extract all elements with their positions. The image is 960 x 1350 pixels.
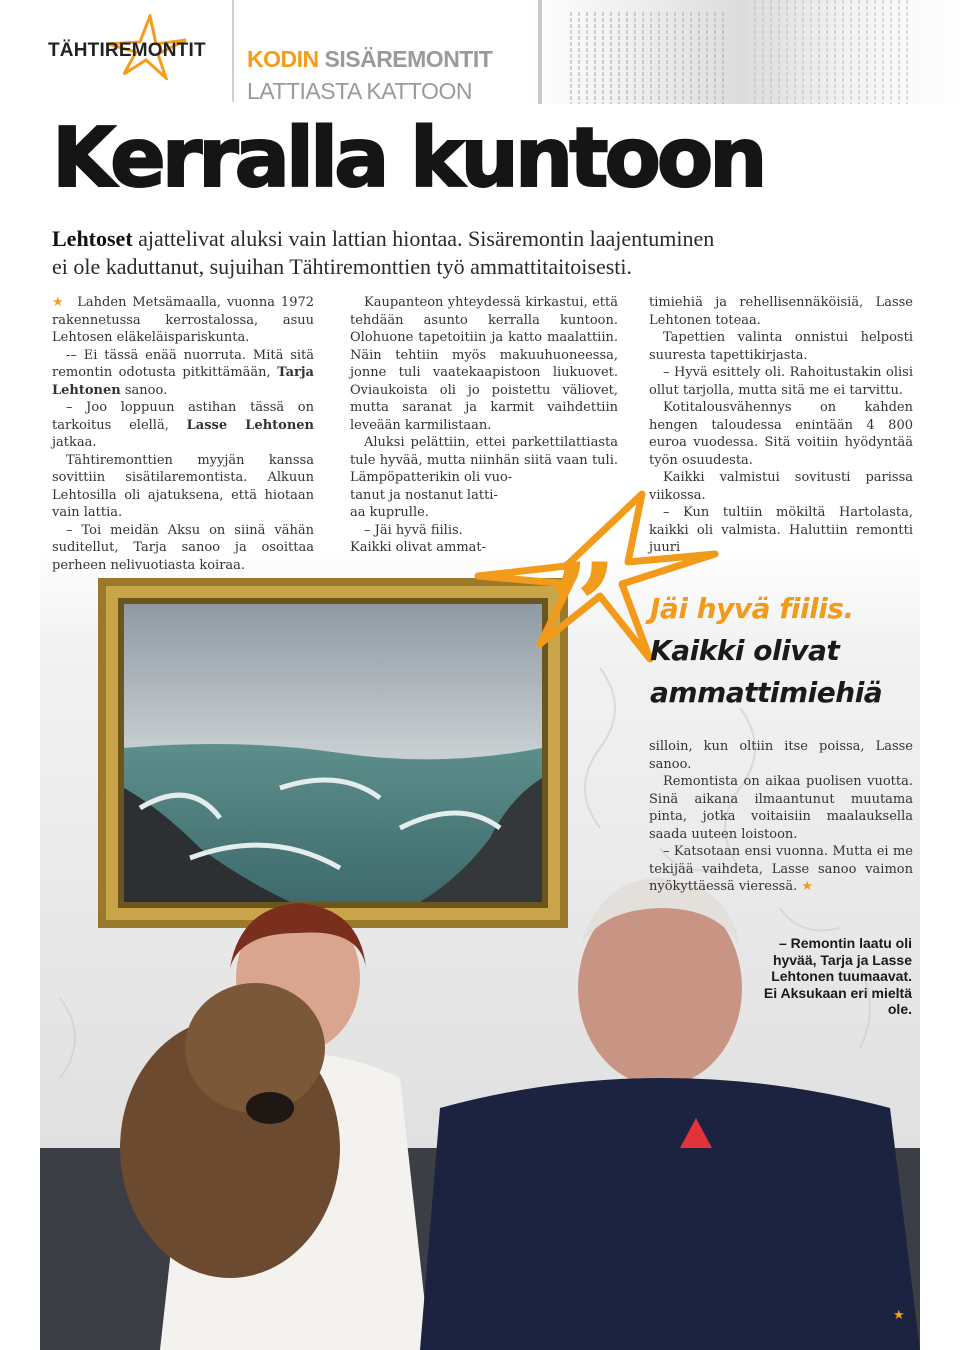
pull-quote [650, 588, 930, 714]
paragraph-text: Aluksi pelättiin, ettei parkettilattiasta tule hyvää, mutta niinhän siitä vaan tuli. Lämpöpatterikin oli vuo- [350, 435, 618, 485]
paragraph: – Kun tultiin mökiltä Hartolasta, kaikki oli valmista. Haluttiin remontti juuri [649, 505, 913, 555]
article-column-4 [649, 738, 913, 896]
star-end-icon: ★ [801, 879, 814, 894]
tahtiremontit-logo: TÄHTIREMONTIT [48, 40, 206, 61]
photo-caption: – Remontin laatu oli hyvää, Tarja ja Lasse Lehtonen tuumaavat. Ei Aksukaan eri mieltä ole. [763, 935, 912, 1017]
article-column-1 [52, 294, 314, 574]
paragraph: Kaikki valmistui sovitusti parissa viikossa. [649, 470, 913, 503]
paragraph: – Toi meidän Aksu on siinä vähän suditellut, Tarja sanoo ja osoittaa perheen nelivuotiasta koiraa. [52, 522, 314, 573]
paragraph-text: – Joo loppuun astihan tässä on tarkoitus elellä, [52, 400, 314, 433]
section-word-sisaremontit: SISÄREMONTIT [324, 46, 493, 72]
article-column-2 [350, 294, 618, 557]
lead-bold-name: Lehtoset [52, 226, 133, 251]
paragraph: tanut ja nostanut latti- [350, 487, 498, 503]
curtain-decoration [528, 0, 960, 104]
paragraph: – Jäi hyvä fiilis. [364, 522, 463, 538]
star-bullet-icon: ★ [52, 295, 66, 310]
paragraph: Kotitalousvähennys on kahden hengen taloudessa enintään 4 800 euroa vuodessa. Sitä voitiin hyödyntää työn osuudesta. [649, 400, 913, 468]
paragraph-text: jatkaa. [52, 435, 97, 450]
paragraph: Kaikki olivat ammat- [350, 540, 487, 555]
paragraph-text: -– Ei tässä enää nuorruta. Mitä sitä remontin odotusta pitkittämään, [52, 347, 314, 380]
lead-line1: ajattelivat aluksi vain lattian hiontaa. Sisäremontin laajentuminen [132, 226, 715, 251]
pull-quote-line1: Jäi hyvä fiilis. [650, 592, 854, 625]
page-number [893, 1307, 916, 1323]
paragraph-text: Lahden Metsämaalla, vuonna 1972 rakennetussa kerrostalossa, asuu Lehtosen eläkeläispariskunta. [52, 295, 315, 345]
star-page-icon: ★ [893, 1307, 905, 1322]
paragraph: Tapettien valinta onnistui helposti suuresta tapettikirjasta. [649, 330, 913, 363]
paragraph: Tähtiremonttien myyjän kanssa sovittiin sisätilaremontista. Alkuun Lehtosilla oli ajatuksena, että hiotaan vain lattia. [52, 452, 314, 520]
paragraph-text: – Katsotaan ensi vuonna. Mutta ei me tekijää vaihdeta, Lasse sanoo vaimon nyökyttäessä vieressä. [649, 844, 913, 894]
section-subtitle: LATTIASTA KATTOON [247, 78, 472, 104]
paragraph [52, 294, 314, 347]
person-name: Tarja Lehtonen [52, 365, 314, 398]
paragraph: timiehiä ja rehellisennäköisiä, Lasse Lehtonen toteaa. [649, 295, 913, 328]
paragraph [649, 843, 913, 896]
paragraph: Kaupanteon yhteydessä kirkastui, että tehdään asunto kerralla kuntoon. Olohuone tapetoitiin ja katto maalattiin. Näin tehtiin myös makuuhuoneessa, jonne tuli vaatekaapistoon liukuovet. Oviaukoista oli jo poistettu väliovet, mutta saranat ja karmit vaihdettiin leveään karmilistaan. [350, 295, 618, 433]
paragraph: silloin, kun oltiin itse poissa, Lasse sanoo. [649, 739, 913, 772]
headline: Kerralla kuntoon [52, 111, 764, 206]
paragraph: Remontista on aikaa puolisen vuotta. Sinä aikana ilmaantunut muutama pinta, jotka voitaisiin maalauksella saada uuteen loistoon. [649, 774, 913, 842]
person-name: Lasse Lehtonen [186, 417, 315, 433]
paragraph: aa kuprulle. [350, 505, 429, 520]
paragraph-text: sanoo. [120, 382, 168, 398]
lead-paragraph [52, 225, 912, 281]
paragraph [52, 399, 314, 452]
section-word-kodin: KODIN [247, 46, 319, 72]
lead-line2: ei ole kaduttanut, sujuihan Tähtiremonttien työ ammattitaitoisesti. [52, 254, 633, 279]
paragraph: – Hyvä esittely oli. Rahoitustakin olisi ollut tarjolla, mutta sitä me ei tarvittu. [649, 365, 913, 398]
paragraph [52, 347, 314, 400]
paragraph [350, 434, 618, 487]
section-title [247, 46, 492, 73]
header-divider [232, 0, 234, 102]
page-number-text: 3 [908, 1307, 916, 1322]
quote-mark-icon: ” [548, 537, 618, 678]
pull-quote-line2: Kaikki olivat ammattimiehiä [650, 634, 883, 709]
article-column-3 [649, 294, 913, 557]
